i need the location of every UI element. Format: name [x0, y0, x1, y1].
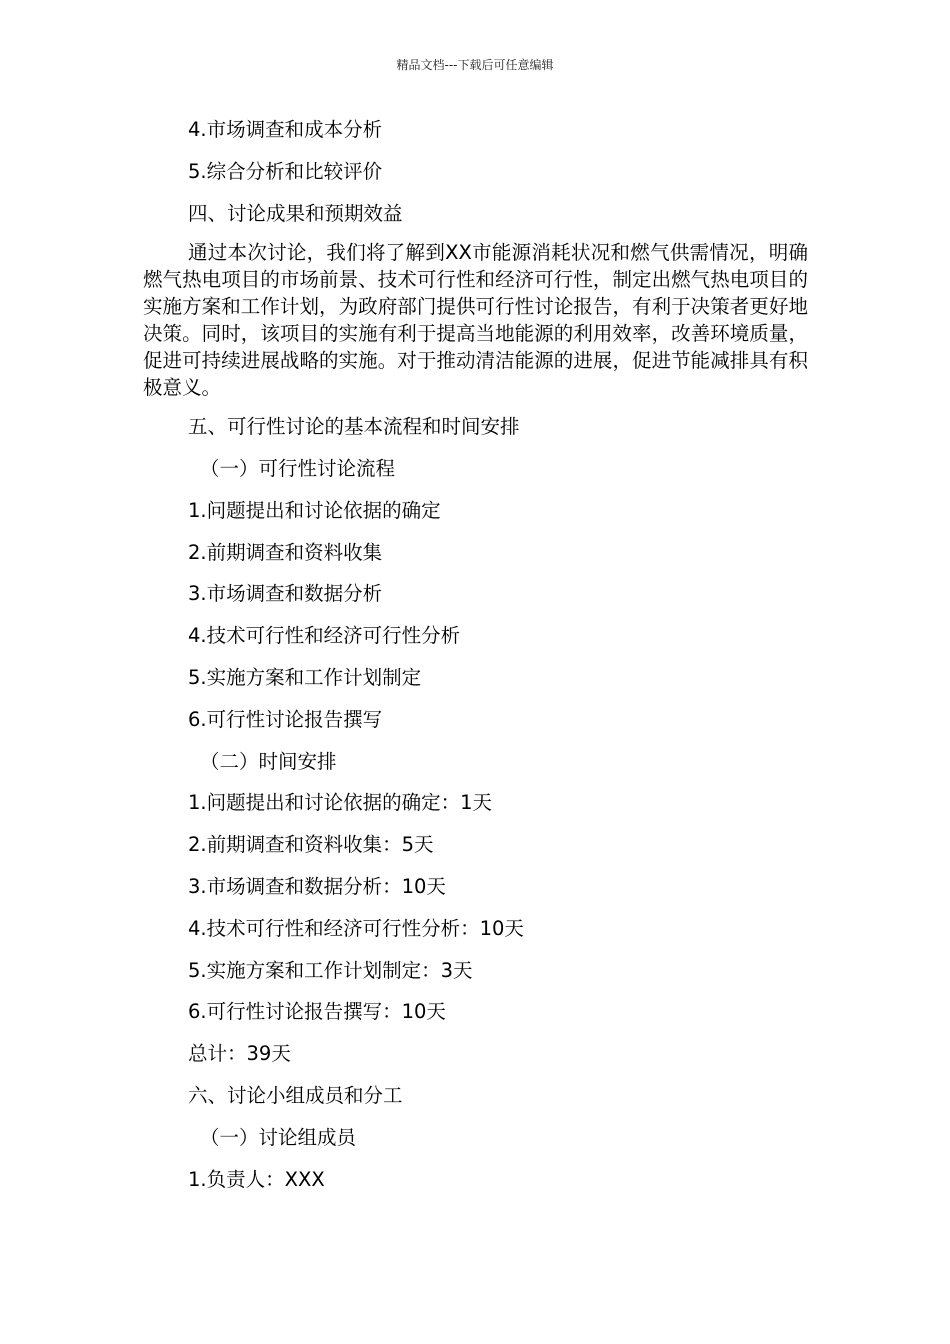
section-heading-team: 六、讨论小组成员和分工: [188, 1083, 403, 1107]
list-item-process-4: 4.技术可行性和经济可行性分析: [188, 624, 461, 648]
list-item-schedule-5: 5.实施方案和工作计划制定：3天: [188, 958, 473, 982]
list-item-process-3: 3.市场调查和数据分析: [188, 582, 383, 606]
subsection-heading-members: （一）讨论组成员: [200, 1125, 357, 1149]
list-item-process-5: 5.实施方案和工作计划制定: [188, 665, 422, 689]
schedule-total: 总计：39天: [188, 1042, 291, 1066]
list-item-process-2: 2.前期调查和资料收集: [188, 540, 383, 564]
list-item-member-1: 1.负责人：XXX: [188, 1167, 325, 1191]
subsection-heading-schedule: （二）时间安排: [200, 749, 337, 773]
document-body: [143, 114, 808, 1205]
list-item-schedule-4: 4.技术可行性和经济可行性分析：10天: [188, 916, 524, 940]
list-item-market-cost-analysis: 4.市场调查和成本分析: [188, 118, 383, 141]
list-item-schedule-2: 2.前期调查和资料收集：5天: [188, 833, 434, 857]
list-item-comprehensive-evaluation: 5.综合分析和比较评价: [188, 159, 383, 183]
list-item-process-1: 1.问题提出和讨论依据的确定: [188, 498, 441, 522]
body-paragraph-expected-benefits: 通过本次讨论，我们将了解到XX市能源消耗状况和燃气供需情况，明确燃气热电项目的市场前景、技术可行性和经济可行性，制定出燃气热电项目的实施方案和工作计划，为政府部门提供可行性讨论报告，有利于决策者更好地决策。同时，该项目的实施有利于提高当地能源的利用效率，改善环境质量，促进可持续进展战略的实施。对于推动清洁能源的进展，促进节能减排具有积极意义。: [143, 241, 808, 400]
page-header: 精品文档---下载后可任意编辑: [396, 58, 554, 72]
list-item-schedule-1: 1.问题提出和讨论依据的确定：1天: [188, 791, 493, 815]
list-item-schedule-3: 3.市场调查和数据分析：10天: [188, 874, 446, 898]
list-item-schedule-6: 6.可行性讨论报告撰写：10天: [188, 1000, 446, 1024]
list-item-process-6: 6.可行性讨论报告撰写: [188, 707, 383, 731]
section-heading-results-benefits: 四、讨论成果和预期效益: [188, 201, 403, 225]
subsection-heading-process: （一）可行性讨论流程: [200, 456, 396, 480]
section-heading-process-schedule: 五、可行性讨论的基本流程和时间安排: [188, 415, 520, 439]
